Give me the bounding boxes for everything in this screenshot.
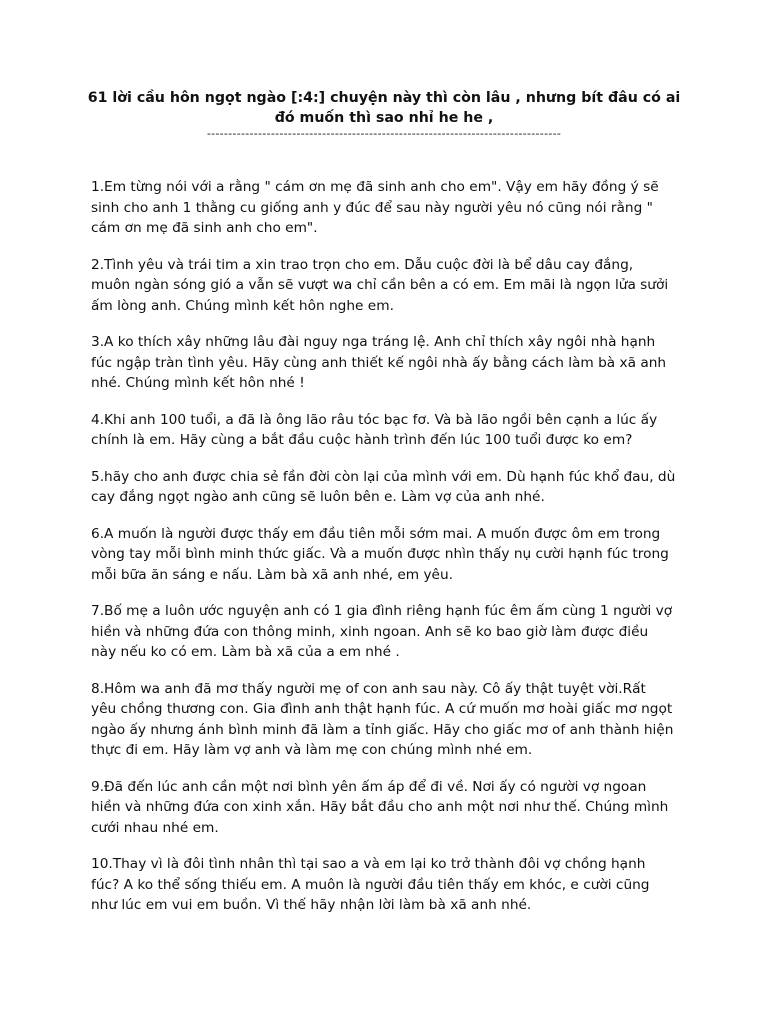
paragraph (91, 679, 691, 761)
paragraph-line: hiền và những đứa con thông minh, xinh ngoan. Anh sẽ ko bao giờ làm được điều (91, 623, 649, 640)
paragraph-line: 2.Tình yêu và trái tim a xin trao trọn cho em. Dẫu cuộc đời là bể dâu cay đắng, (91, 256, 634, 273)
paragraph (91, 332, 691, 394)
paragraph (91, 601, 691, 663)
paragraph (91, 255, 691, 317)
paragraph-line: cưới nhau nhé em. (91, 819, 219, 836)
paragraph-line: cám ơn mẹ đã sinh anh cho em". (91, 220, 318, 236)
paragraph-line: fúc? A ko thể sống thiếu em. A muôn là người đầu tiên thấy em khóc, e cười cũng (91, 876, 650, 893)
paragraph-line: ngào ấy nhưng ánh bình minh đã làm a tỉnh giấc. Hãy cho giấc mơ of anh thành hiện (91, 721, 674, 738)
paragraph-line: muôn ngàn sóng gió a vẫn sẽ vượt wa chỉ cần bên a có em. Em mãi là ngọn lửa sưởi (91, 277, 669, 293)
paragraph-line: chính là em. Hãy cùng a bắt đầu cuộc hành trình đến lúc 100 tuổi được ko em? (91, 432, 633, 448)
paragraph-line: mỗi bữa ăn sáng e nấu. Làm bà xã anh nhé, em yêu. (91, 566, 453, 583)
paragraph-line: 6.A muốn là người được thấy em đầu tiên mỗi sớm mai. A muốn được ôm em trong (91, 525, 661, 542)
paragraph-line: cay đắng ngọt ngào anh cũng sẽ luôn bên e. Làm vợ của anh nhé. (91, 489, 545, 505)
paragraph-line: 10.Thay vì là đôi tình nhân thì tại sao a và em lại ko trở thành đôi vợ chồng hạnh (91, 856, 646, 872)
paragraph-line: 5.hãy cho anh được chia sẻ fần đời còn lại của mình với em. Dù hạnh fúc khổ đau, dù (91, 468, 676, 485)
paragraph-line: fúc ngập tràn tình yêu. Hãy cùng anh thiết kế ngôi nhà ấy bằng cách làm bà xã anh (91, 354, 667, 371)
paragraph-line: nhé. Chúng mình kết hôn nhé ! (91, 375, 305, 391)
paragraph-line: 8.Hôm wa anh đã mơ thấy người mẹ of con anh sau này. Cô ấy thật tuyệt vời.Rất (91, 680, 646, 697)
paragraph-line: 1.Em từng nói với a rằng " cám ơn mẹ đã sinh anh cho em". Vậy em hãy đồng ý sẽ (91, 179, 659, 195)
paragraph (91, 854, 691, 916)
paragraph-line: 7.Bố mẹ a luôn ước nguyện anh có 1 gia đình riêng hạnh fúc êm ấm cùng 1 người vợ (91, 603, 673, 619)
paragraph (91, 524, 691, 586)
document-body (91, 177, 691, 932)
paragraph-line: 3.A ko thích xây những lâu đài nguy nga tráng lệ. Anh chỉ thích xây ngôi nhà hạnh (91, 334, 656, 350)
document-title (70, 88, 698, 128)
paragraph (91, 777, 691, 839)
paragraph-line: 4.Khi anh 100 tuổi, a đã là ông lão râu tóc bạc fơ. Và bà lão ngồi bên cạnh a lúc ấy (91, 411, 658, 428)
paragraph-line: như lúc em vui em buồn. Vì thế hãy nhận lời làm bà xã anh nhé. (91, 897, 532, 913)
paragraph-line: yêu chồng thương con. Gia đình anh thật hạnh fúc. A cứ muốn mơ hoài giấc mơ ngọt (91, 701, 673, 717)
paragraph-line: ấm lòng anh. Chúng mình kết hôn nghe em. (91, 297, 394, 314)
paragraph (91, 467, 691, 508)
paragraph-line: vòng tay mỗi bình minh thức giấc. Và a muốn được nhìn thấy nụ cười hạnh fúc trong (91, 546, 669, 562)
title-line-2: đó muốn thì sao nhỉ he he , (274, 110, 494, 126)
paragraph-line: thực đi em. Hãy làm vợ anh và làm mẹ con chúng mình nhé em. (91, 742, 533, 758)
paragraph-line: này nếu ko có em. Làm bà xã của a em nhé . (91, 644, 400, 660)
paragraph-line: sinh cho anh 1 thằng cu giống anh y đúc để sau này người yêu nó cũng nói rằng " (91, 199, 653, 216)
paragraph (91, 177, 691, 239)
paragraph-line: hiền và những đứa con xinh xắn. Hãy bắt đầu cho anh một nơi như thế. Chúng mình (91, 799, 669, 815)
title-line-1: 61 lời cầu hôn ngọt ngào [:4:] chuyện này thì còn lâu , nhưng bít đâu có ai (87, 90, 681, 106)
paragraph (91, 410, 691, 451)
paragraph-line: 9.Đã đến lúc anh cần một nơi bình yên ấm áp để đi về. Nơi ấy có người vợ ngoan (91, 778, 647, 795)
title-divider: ----------------------------------------------------------------------------------- (206, 127, 562, 140)
